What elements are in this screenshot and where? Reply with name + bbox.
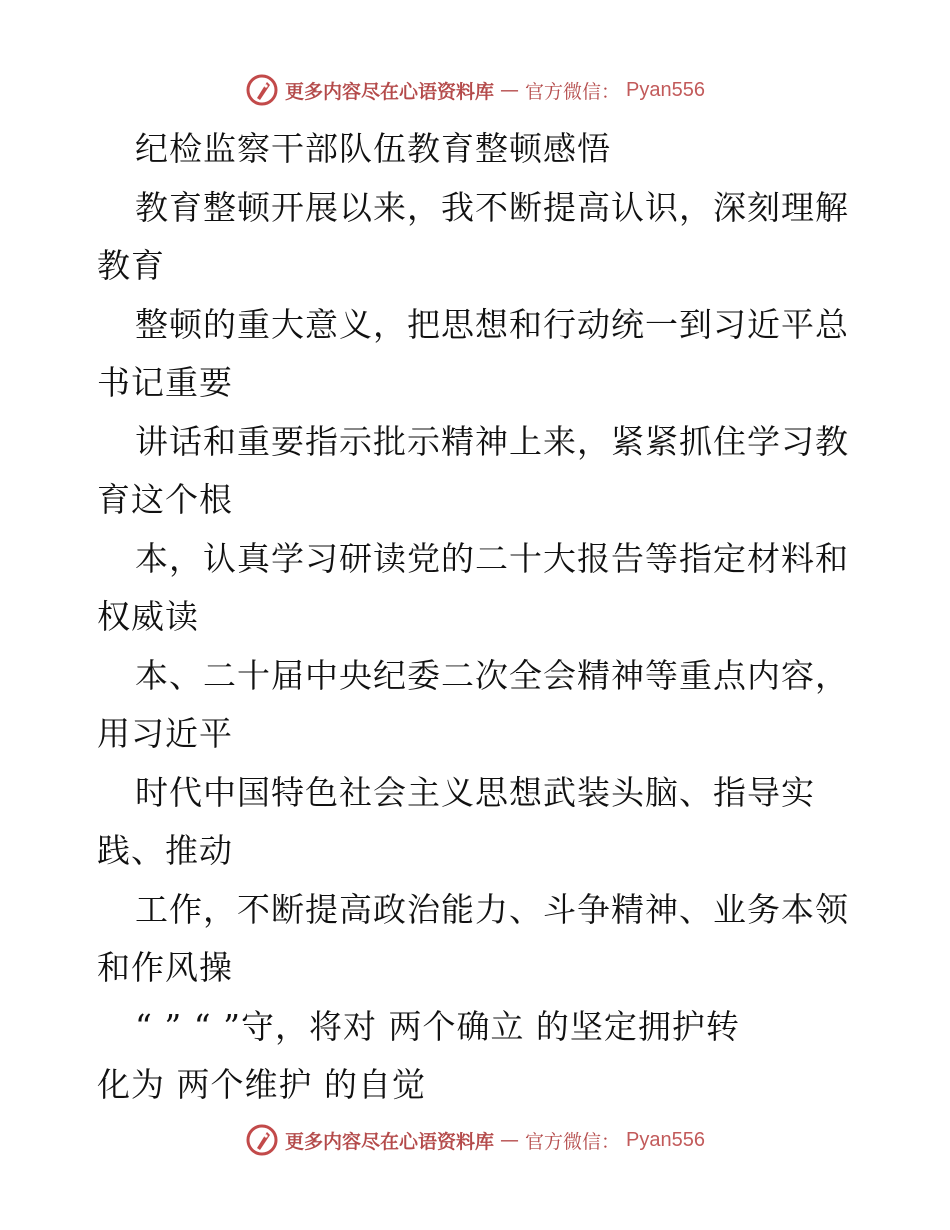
- body-line: 育这个根: [97, 480, 233, 519]
- banner-wechat-id: Pyan556: [626, 78, 705, 101]
- body-line: 教育: [97, 246, 165, 285]
- body-line: 时代中国特色社会主义思想武装头脑、指导实: [135, 772, 815, 812]
- body-line: 本、二十届中央纪委二次全会精神等重点内容，: [135, 655, 849, 695]
- body-line: 践、推动: [97, 831, 233, 870]
- pen-nib-logo-icon: [245, 73, 279, 107]
- body-line: 和作风操: [97, 948, 233, 987]
- banner-wechat-label: 官方微信：: [525, 1130, 621, 1153]
- body-line: 工作，不断提高政治能力、斗争精神、业务本领: [135, 889, 849, 929]
- banner-separator: —: [500, 1129, 520, 1151]
- body-line: “ ” “ ”守，将对 两个确立 的坚定拥护转: [135, 1006, 740, 1046]
- banner-wechat-label: 官方微信：: [525, 80, 621, 103]
- footer-banner: [0, 1120, 950, 1160]
- body-line: 用习近平: [97, 714, 233, 753]
- banner-site-name: 更多内容尽在心语资料库: [285, 80, 495, 103]
- body-line: 教育整顿开展以来，我不断提高认识，深刻理解: [135, 187, 849, 227]
- pen-nib-logo-icon: [245, 1123, 279, 1157]
- document-title: 纪检监察干部队伍教育整顿感悟: [135, 129, 611, 168]
- banner-wechat-id: Pyan556: [626, 1128, 705, 1151]
- banner-separator: —: [500, 79, 520, 101]
- body-line: 化为 两个维护 的自觉: [97, 1065, 426, 1104]
- body-line: 本，认真学习研读党的二十大报告等指定材料和: [135, 538, 849, 578]
- body-line: 整顿的重大意义，把思想和行动统一到习近平总: [135, 304, 849, 344]
- header-banner: [0, 70, 950, 110]
- body-line: 权威读: [97, 597, 199, 636]
- banner-site-name: 更多内容尽在心语资料库: [285, 1130, 495, 1153]
- document-body: [97, 120, 877, 1115]
- body-line: 讲话和重要指示批示精神上来，紧紧抓住学习教: [135, 421, 849, 461]
- body-line: 书记重要: [97, 363, 233, 402]
